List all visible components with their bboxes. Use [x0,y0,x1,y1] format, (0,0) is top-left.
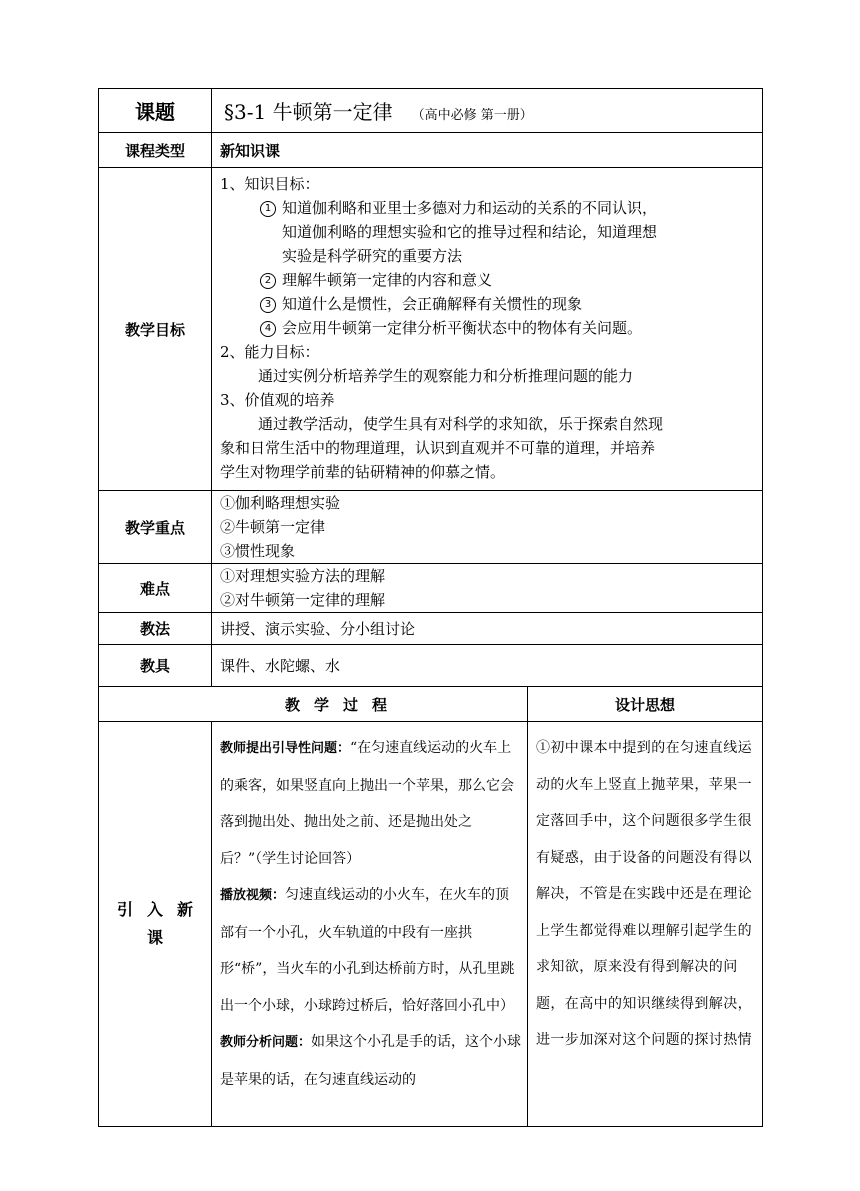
process-header-row [99,687,763,722]
topic-value-cell [212,89,763,133]
values-title: 3、价值观的培养 [220,391,335,409]
intro-design-cell [528,722,763,1127]
intro-question [220,730,521,877]
key-points-row [99,491,763,564]
key-point-item: ②牛顿第一定律 [220,518,326,536]
lesson-plan-table [98,88,763,1127]
video-text: 匀速直线运动的小火车，在火车的顶部有一个小孔，火车轨道的中段有一座拱形“桥”，当火车的小孔到达桥前方时，从孔里跳出一个小球，小球跨过桥后，恰好落回小孔中） [220,887,515,1014]
knowledge-item-1-line-3: 实验是科学研究的重要方法 [282,247,463,265]
key-points-label: 教学重点 [99,491,212,564]
method-value: 讲授、演示实验、分小组讨论 [212,613,763,645]
course-type-value: 新知识课 [212,133,763,168]
key-point-item: ①伽利略理想实验 [220,494,341,512]
video-keyword: 播放视频： [220,888,286,903]
difficulties-content [212,564,763,613]
design-header: 设计思想 [528,687,763,722]
knowledge-item-1-line-2: 知道伽利略的理想实验和它的推导过程和结论，知道理想 [282,223,658,241]
knowledge-item-2-text: 理解牛顿第一定律的内容和意义 [282,271,493,289]
objectives-label: 教学目标 [99,168,212,491]
knowledge-item-2 [220,268,762,292]
number-circle: 4 [260,321,276,337]
knowledge-title: 1、知识目标： [220,175,320,193]
ability-text: 通过实例分析培养学生的观察能力和分析推理问题的能力 [258,367,634,385]
values-line-2: 象和日常生活中的物理道理，认识到直观并不可靠的道理，并培养 [220,439,656,457]
values-line-3: 学生对物理学前辈的钻研精神的仰慕之情。 [220,463,506,481]
question-text: “在匀速直线运动的火车上的乘客，如果竖直向上抛出一个苹果，那么它会落到抛出处、抛出处之前、还是抛出处之后？”（学生讨论回答） [220,740,514,867]
topic-row [99,89,763,133]
intro-label-line-2: 课 [146,928,163,947]
difficulty-item: ②对牛顿第一定律的理解 [220,591,386,609]
intro-video [220,877,521,1024]
key-point-item: ③惯性现象 [220,542,296,560]
difficulties-label: 难点 [99,564,212,613]
course-type-label: 课程类型 [99,133,212,168]
number-circle: 2 [260,273,276,289]
intro-label-line-1: 引入新 [116,900,207,919]
intro-row [99,722,763,1127]
intro-process-cell [212,722,528,1127]
tools-row [99,645,763,687]
knowledge-item-1-line-1: 知道伽利略和亚里士多德对力和运动的关系的不同认识， [282,199,658,217]
objectives-row [99,168,763,491]
knowledge-item-4-text: 会应用牛顿第一定律分析平衡状态中的物体有关问题。 [282,319,643,337]
lesson-plan-table-wrap [98,88,762,1127]
knowledge-item-1 [220,196,762,220]
knowledge-item-4 [220,316,762,340]
course-type-row [99,133,763,168]
number-circle: 1 [260,201,276,217]
knowledge-item-3-text: 知道什么是惯性，会正确解释有关惯性的现象 [282,295,583,313]
key-points-content [212,491,763,564]
intro-analysis [220,1024,521,1098]
objectives-content [212,168,763,491]
tools-label: 教具 [99,645,212,687]
topic-label: 课题 [99,89,212,133]
topic-note: （高中必修 第一册） [411,108,533,123]
values-line-1: 通过教学活动，使学生具有对科学的求知欲，乐于探索自然现 [258,415,664,433]
analysis-keyword: 教师分析问题： [220,1035,312,1050]
intro-label [99,722,212,1127]
knowledge-item-3 [220,292,762,316]
method-row [99,613,763,645]
tools-value: 课件、水陀螺、水 [212,645,763,687]
difficulties-row [99,564,763,613]
number-circle: 3 [260,297,276,313]
topic-value: §3-1 牛顿第一定律 [224,100,393,124]
ability-title: 2、能力目标： [220,343,320,361]
analysis-text: 如果这个小孔是手的话，这个小球是苹果的话，在匀速直线运动的 [220,1034,522,1088]
process-header: 教学过程 [99,687,528,722]
difficulty-item: ①对理想实验方法的理解 [220,567,386,585]
method-label: 教法 [99,613,212,645]
question-keyword: 教师提出引导性问题： [220,741,351,756]
intro-design-text: ①初中课本中提到的在匀速直线运动的火车上竖直上抛苹果，苹果一定落回手中，这个问题很多学生很有疑惑，由于设备的问题没有得以解决，不管是在实践中还是在理论上学生都觉得难以理解引起学生的求知欲，原来没有得到解决的问题，在高中的知识继续得到解决，进一步加深对这个问题的探讨热情 [536,740,752,1048]
